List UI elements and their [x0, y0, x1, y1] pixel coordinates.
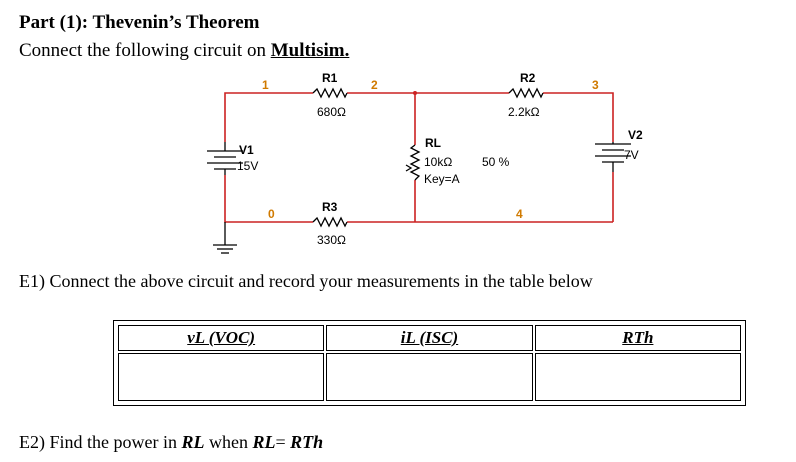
- wire-top-left: [225, 93, 313, 142]
- rl-wiper-arrow: [406, 165, 411, 171]
- node-label-0: 0: [268, 207, 275, 221]
- r2-name: R2: [520, 71, 536, 85]
- r1-name: R1: [322, 71, 338, 85]
- circuit-wires: [225, 93, 613, 222]
- page-title: Part (1): Thevenin’s Theorem: [19, 12, 260, 33]
- e2-prefix: E2) Find the power in: [19, 432, 182, 452]
- r3-symbol: [313, 218, 347, 226]
- rl-value: 10kΩ: [424, 155, 453, 169]
- r3-value: 330Ω: [317, 233, 346, 247]
- node-label-2: 2: [371, 78, 378, 92]
- e2-var-rl-2: RL: [252, 432, 276, 452]
- measurement-table: [113, 320, 746, 406]
- v1-value: 15V: [237, 159, 259, 173]
- multisim-emphasis: Multisim.: [270, 40, 350, 61]
- v2-name: V2: [628, 128, 643, 142]
- header-rth: RTh: [535, 325, 741, 351]
- table-header-row: [118, 325, 741, 351]
- header-isc: iL (ISC): [326, 325, 532, 351]
- rl-percent: 50 %: [482, 155, 510, 169]
- r2-symbol: [509, 89, 543, 97]
- r1-symbol: [313, 89, 347, 97]
- header-voc: vL (VOC): [118, 325, 324, 351]
- cell-rth[interactable]: [535, 353, 741, 401]
- e1-instruction: E1) Connect the above circuit and record your measurements in the table below: [19, 271, 593, 291]
- r1-value: 680Ω: [317, 105, 346, 119]
- rl-key: Key=A: [424, 172, 460, 186]
- junction-dot: [413, 91, 417, 95]
- table-row: [118, 353, 741, 401]
- v2-value: 7V: [624, 148, 639, 162]
- instruction-prefix: Connect the following circuit on: [19, 40, 271, 61]
- e2-var-rl: RL: [181, 432, 205, 452]
- e2-var-rth: RTh: [290, 432, 324, 452]
- r3-name: R3: [322, 200, 338, 214]
- ground-icon: [213, 222, 237, 253]
- r2-value: 2.2kΩ: [508, 105, 540, 119]
- cell-isc[interactable]: [326, 353, 532, 401]
- cell-voc[interactable]: [118, 353, 324, 401]
- rl-symbol: [411, 145, 419, 180]
- rl-name: RL: [425, 136, 441, 150]
- e2-instruction: [19, 432, 323, 453]
- node-label-3: 3: [592, 78, 599, 92]
- v1-name: V1: [239, 143, 254, 157]
- node-label-4: 4: [516, 207, 523, 221]
- node-label-1: 1: [262, 78, 269, 92]
- e2-eq: =: [275, 432, 291, 452]
- wire-top-right: [543, 93, 613, 142]
- measurement-table-grid: [116, 323, 743, 403]
- e2-middle: when: [204, 432, 253, 452]
